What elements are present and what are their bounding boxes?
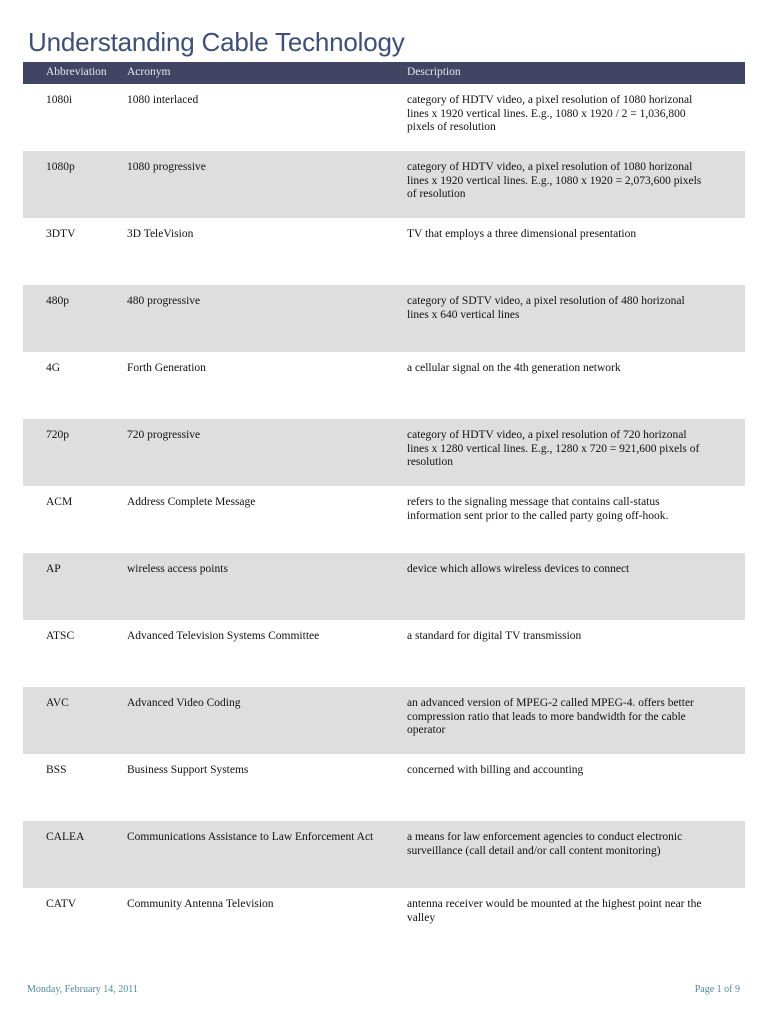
acronym-cell: 720 progressive [127,429,201,441]
table-row [23,218,745,285]
description-cell: an advanced version of MPEG-2 called MPEG-4. offers better compression ratio that leads to more bandwidth for the cable operator [407,697,694,736]
abbreviation-cell: 1080i [46,94,73,106]
table-row [23,486,745,553]
header-description: Description [407,66,461,78]
table-row [23,553,745,620]
table-row [23,687,745,754]
description-cell: TV that employs a three dimensional presentation [407,228,637,240]
table-row [23,285,745,352]
abbreviation-cell: 720p [46,429,69,441]
table-row [23,419,745,486]
table-row [23,888,745,955]
table-row [23,821,745,888]
abbreviation-cell: CALEA [46,831,85,843]
table-body [23,84,745,955]
description-cell: category of SDTV video, a pixel resolution of 480 horizonal lines x 640 vertical lines [407,295,685,321]
description-cell: category of HDTV video, a pixel resolution of 1080 horizonal lines x 1920 vertical lines. E.g., 1080 x 1920 = 2,073,600 pixels of resolution [407,161,702,200]
abbreviation-cell: 3DTV [46,228,76,240]
table-row [23,151,745,218]
description-cell: a standard for digital TV transmission [407,630,582,642]
table-header [23,62,745,84]
footer-page-number: Page 1 of 9 [694,984,740,995]
acronym-cell: Advanced Television Systems Committee [127,630,320,642]
description-cell: category of HDTV video, a pixel resolution of 1080 horizonal lines x 1920 vertical lines. E.g., 1080 x 1920 / 2 = 1,036,800 pixels of resolution [407,94,693,133]
table-row [23,84,745,151]
table-row [23,352,745,419]
header-abbreviation: Abbreviation [46,66,107,78]
abbreviation-cell: BSS [46,764,67,776]
footer-date: Monday, February 14, 2011 [27,984,138,995]
acronym-cell: Business Support Systems [127,764,249,776]
abbreviation-cell: CATV [46,898,77,910]
description-cell: refers to the signaling message that contains call-status information sent prior to the called party going off-hook. [407,496,669,522]
acronym-cell: Forth Generation [127,362,206,374]
abbreviation-cell: 1080p [46,161,75,173]
description-cell: a means for law enforcement agencies to conduct electronic surveillance (call detail and/or call content monitoring) [407,831,683,857]
acronym-cell: Community Antenna Television [127,898,274,910]
abbreviation-cell: 480p [46,295,69,307]
description-cell: a cellular signal on the 4th generation network [407,362,621,374]
description-cell: concerned with billing and accounting [407,764,584,776]
abbreviation-cell: AVC [46,697,69,709]
acronym-cell: 3D TeleVision [127,228,194,240]
acronym-cell: 480 progressive [127,295,201,307]
acronym-cell: Advanced Video Coding [127,697,241,709]
header-acronym: Acronym [127,66,171,78]
acronym-cell: 1080 progressive [127,161,206,173]
abbreviation-cell: ATSC [46,630,75,642]
acronym-cell: 1080 interlaced [127,94,199,106]
table-row [23,754,745,821]
page-title: Understanding Cable Technology [28,27,405,57]
acronym-cell: Address Complete Message [127,496,256,508]
description-cell: category of HDTV video, a pixel resolution of 720 horizonal lines x 1280 vertical lines. E.g., 1280 x 720 = 921,600 pixels of resolution [407,429,700,468]
description-cell: antenna receiver would be mounted at the highest point near the valley [407,898,702,924]
abbreviation-cell: AP [46,563,61,575]
abbreviation-cell: 4G [46,362,61,374]
table-row [23,620,745,687]
abbreviation-cell: ACM [46,496,73,508]
acronym-cell: wireless access points [127,563,228,575]
glossary-table [23,62,745,955]
acronym-cell: Communications Assistance to Law Enforcement Act [127,831,374,843]
description-cell: device which allows wireless devices to connect [407,563,630,575]
